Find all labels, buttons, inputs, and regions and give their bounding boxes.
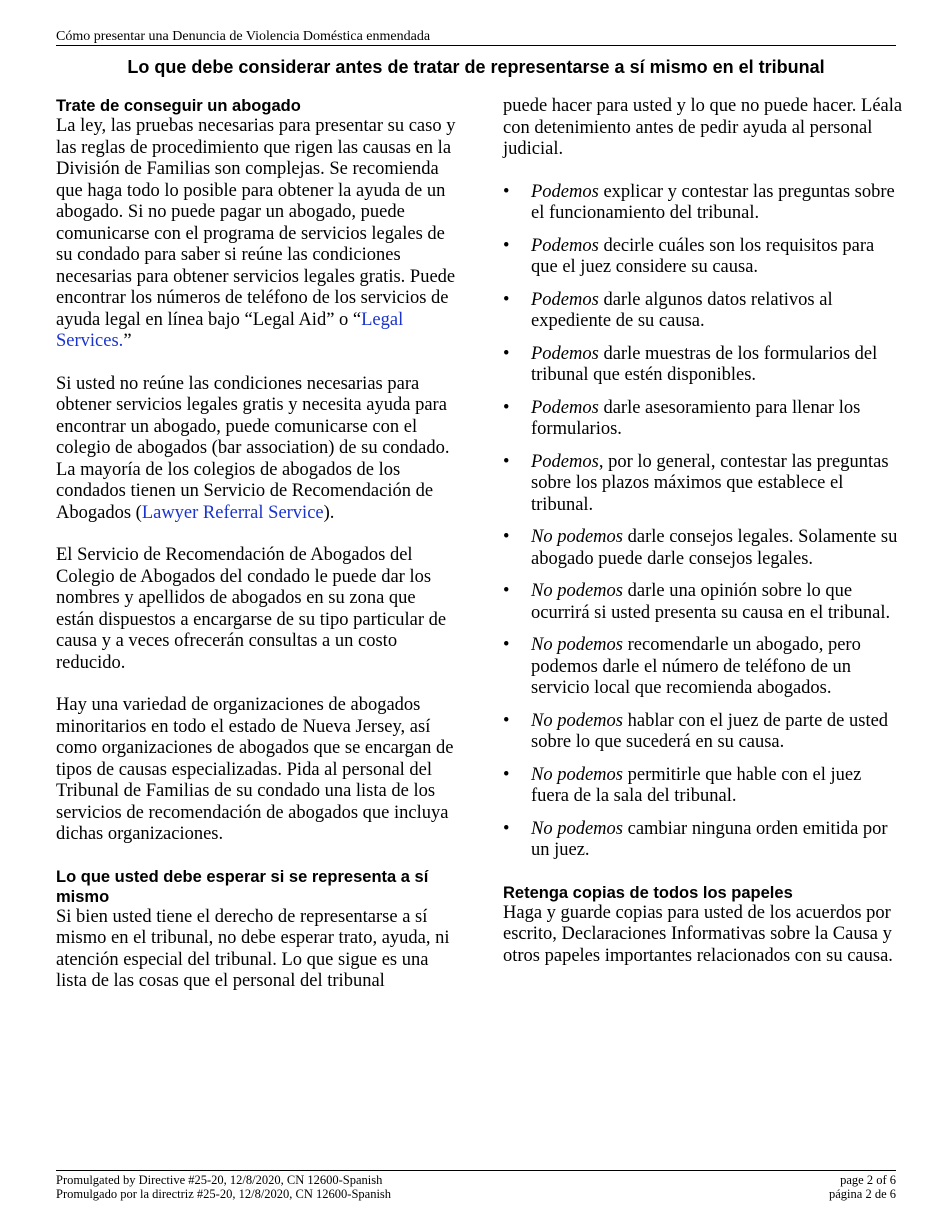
list-item <box>503 527 903 570</box>
paragraph-keep-copies: Haga y guarde copias para usted de los acuerdos por escrito, Declaraciones Informativas sobre la Causa y otros papeles importantes relacionados con su causa. <box>503 902 893 966</box>
bullet-lead: Podemos <box>531 451 599 472</box>
bullet-text: permitirle que hable con el juez fuera de la sala del tribunal. <box>531 764 862 806</box>
bullet-lead: Podemos <box>531 343 599 364</box>
list-item <box>503 182 903 225</box>
list-item <box>503 344 903 387</box>
paragraph-text: La ley, las pruebas necesarias para presentar su caso y las reglas de procedimiento que rigen las causas en la División de Familias son complejas. Se recomienda que haga todo lo posible para obtener la ayuda de un abogado. Si no puede pagar un abogado, puede comunicarse con el programa de servicios legales de su condado para saber si reúne las condiciones necesarias para obtener servicios legales gratis. Puede encontrar los números de teléfono de los servicios de ayuda legal en línea bajo “Legal Aid” o “ <box>56 116 456 330</box>
bullet-lead: Podemos <box>531 181 599 202</box>
paragraph-end: ). <box>323 502 335 523</box>
footer-page-number-en: page 2 of 6 <box>840 1173 896 1187</box>
page-footer <box>56 1170 896 1201</box>
bullet-icon: • <box>503 235 510 256</box>
paragraph-self-representation: Si bien usted tiene el derecho de representarse a sí mismo en el tribunal, no debe esperar trato, ayuda, ni atención especial del tribunal. Lo que sigue es una lista de las cosas que el personal del tribunal <box>56 906 450 991</box>
paragraph-minority-organizations: Hay una variedad de organizaciones de abogados minoritarios en todo el estado de Nueva Jersey, así como organizaciones de abogados que se encargan de tipos de causas especializadas. Pida al personal del Tribunal de Familias de su condado una lista de los servicios de recomendación de abogados que incluya dichas organizaciones. <box>56 695 454 844</box>
bullet-icon: • <box>503 451 510 472</box>
section-heading-self-representation: Lo que usted debe esperar si se representa a sí mismo <box>56 867 429 906</box>
footer-page-number-es: página 2 de 6 <box>829 1187 896 1201</box>
list-item <box>503 452 903 517</box>
paragraph-continuation: puede hacer para usted y lo que no puede hacer. Léala con detenimiento antes de pedir ayuda al personal judicial. <box>503 96 903 159</box>
bullet-lead: No podemos <box>531 581 623 601</box>
paragraph-law-complex <box>56 116 456 353</box>
list-item <box>503 711 903 754</box>
bullet-text: recomendarle un abogado, pero podemos darle el número de teléfono de un servicio local que recomienda abogados. <box>531 635 861 698</box>
bullet-lead: No podemos <box>531 818 623 839</box>
bullet-icon: • <box>503 764 510 785</box>
footer-promulgated-en: Promulgated by Directive #25-20, 12/8/2020, CN 12600-Spanish <box>56 1173 383 1187</box>
bullet-lead: Podemos <box>531 289 599 310</box>
bullet-icon: • <box>503 581 510 601</box>
list-item <box>503 819 903 862</box>
lawyer-referral-service-link[interactable]: Lawyer Referral Service <box>141 502 324 523</box>
running-header: Cómo presentar una Denuncia de Violencia Doméstica enmendada <box>56 28 896 46</box>
bullet-text: cambiar ninguna orden emitida por un juez. <box>531 818 888 860</box>
bullet-text: decirle cuáles son los requisitos para que el juez considere su causa. <box>531 235 875 277</box>
list-item <box>503 765 903 808</box>
bullet-icon: • <box>503 397 510 418</box>
bullet-lead: Podemos <box>531 235 599 256</box>
footer-row-english <box>56 1173 896 1187</box>
bullet-text: darle una opinión sobre lo que ocurrirá si usted presenta su causa en el tribunal. <box>531 581 891 623</box>
list-item <box>503 398 903 441</box>
footer-promulgated-es: Promulgado por la directriz #25-20, 12/8/2020, CN 12600-Spanish <box>56 1187 392 1201</box>
list-item <box>503 581 903 624</box>
paragraph-text: Si usted no reúne las condiciones necesarias para obtener servicios legales gratis y necesita ayuda para encontrar un abogado, puede comunicarse con el colegio de abogados (bar association) de su condado. La mayoría de los colegios de abogados de los condados tienen un Servicio de Recomendación de Abogados ( <box>56 373 450 523</box>
footer-row-spanish <box>56 1187 896 1201</box>
bullet-icon: • <box>503 818 510 839</box>
list-item <box>503 290 903 333</box>
paragraph-bar-association <box>56 374 456 525</box>
paragraph-referral-service: El Servicio de Recomendación de Abogados del Colegio de Abogados del condado le puede dar los nombres y apellidos de abogados en su zona que están dispuestos a encargarse de su tipo particular de causa y a veces ofrecerán consultas a un costo reducido. <box>56 545 447 673</box>
bullet-icon: • <box>503 181 510 202</box>
bullet-icon: • <box>503 343 510 364</box>
bullet-icon: • <box>503 289 510 310</box>
legal-services-link[interactable]: Legal Services. <box>56 309 404 351</box>
bullet-lead: No podemos <box>531 527 623 547</box>
bullet-lead: No podemos <box>531 710 623 731</box>
bullet-icon: • <box>503 635 510 655</box>
left-column <box>56 96 456 1014</box>
bullet-text: darle consejos legales. Solamente su abogado puede darle consejos legales. <box>531 527 898 569</box>
bullet-lead: No podemos <box>531 635 623 655</box>
bullet-lead: Podemos <box>531 397 599 418</box>
bullet-list <box>503 182 903 862</box>
bullet-text: darle algunos datos relativos al expediente de su causa. <box>531 289 833 331</box>
section-heading-get-lawyer: Trate de conseguir un abogado <box>56 97 301 115</box>
bullet-text: darle asesoramiento para llenar los formularios. <box>531 397 861 439</box>
bullet-icon: • <box>503 710 510 731</box>
bullet-lead: No podemos <box>531 764 623 785</box>
paragraph-end: ” <box>123 331 132 351</box>
section-heading-keep-copies: Retenga copias de todos los papeles <box>503 883 793 902</box>
right-column <box>503 96 903 988</box>
page-title: Lo que debe considerar antes de tratar de representarse a sí mismo en el tribunal <box>127 57 825 77</box>
bullet-text: darle muestras de los formularios del tribunal que estén disponibles. <box>531 343 878 385</box>
bullet-icon: • <box>503 527 510 547</box>
bullet-text: , por lo general, contestar las preguntas sobre los plazos máximos que establece el tribunal. <box>531 451 889 515</box>
list-item <box>503 635 903 700</box>
bullet-text: hablar con el juez de parte de usted sobre lo que sucederá en su causa. <box>531 710 889 752</box>
list-item <box>503 236 903 279</box>
bullet-text: explicar y contestar las preguntas sobre el funcionamiento del tribunal. <box>531 181 895 223</box>
